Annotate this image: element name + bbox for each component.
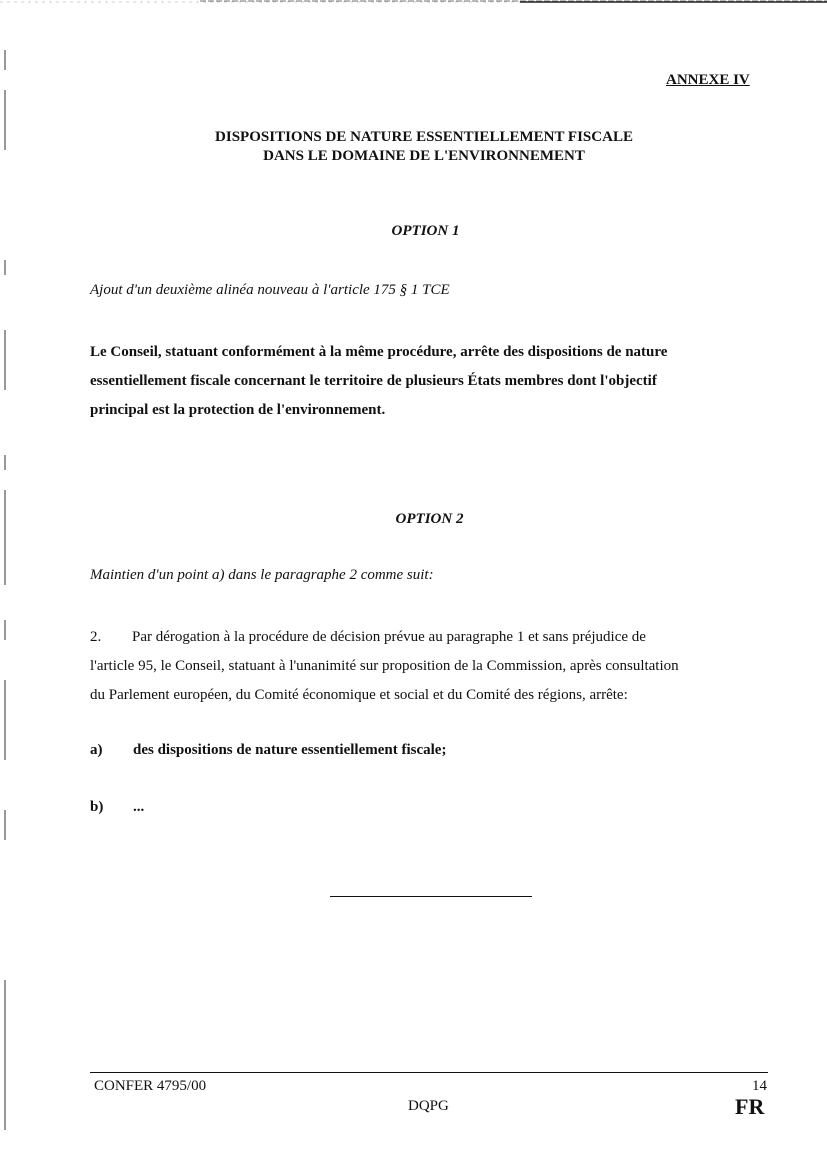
option2-heading: OPTION 2 [395,511,464,527]
list-item [90,742,446,759]
option1-text-line: principal est la protection de l'environnement. [90,402,386,418]
list-item-text: des dispositions de nature essentiellement fiscale; [133,742,447,758]
title-line-1: DISPOSITIONS DE NATURE ESSENTIELLEMENT FISCALE [215,129,633,145]
scan-edge-left [4,40,7,1140]
option1-intro: Ajout d'un deuxième alinéa nouveau à l'article 175 § 1 TCE [90,282,450,298]
paragraph-number: 2. [90,629,102,645]
document-title [120,128,728,166]
option2-intro: Maintien d'un point a) dans le paragraphe 2 comme suit: [90,567,434,583]
option1-heading: OPTION 1 [391,223,460,239]
paragraph-text: Par dérogation à la procédure de décision prévue au paragraphe 1 et sans préjudice de [132,629,646,645]
option2-paragraph [90,623,760,710]
option1-text [90,338,750,425]
option2-paragraph-line [90,623,760,652]
footer-reference: CONFER 4795/00 [94,1078,207,1094]
option2-paragraph-line: du Parlement européen, du Comité économique et social et du Comité des régions, arrête: [90,687,628,703]
annex-label: ANNEXE IV [666,72,750,88]
list-item-text: ... [133,799,145,815]
scan-edge-top [0,0,827,6]
end-separator [330,896,532,897]
footer-rule [90,1072,768,1073]
footer-department: DQPG [408,1098,449,1114]
list-item [90,799,144,816]
footer-language: FR [735,1094,765,1119]
option2-paragraph-line: l'article 95, le Conseil, statuant à l'unanimité sur proposition de la Commission, après consultation [90,658,679,674]
option1-text-line: Le Conseil, statuant conformément à la même procédure, arrête des dispositions de nature [90,344,668,360]
option1-text-line: essentiellement fiscale concernant le territoire de plusieurs États membres dont l'objectif [90,373,657,389]
title-line-2: DANS LE DOMAINE DE L'ENVIRONNEMENT [263,148,585,164]
list-item-label: b) [90,799,104,815]
page-number: 14 [752,1078,767,1094]
list-item-label: a) [90,742,103,758]
